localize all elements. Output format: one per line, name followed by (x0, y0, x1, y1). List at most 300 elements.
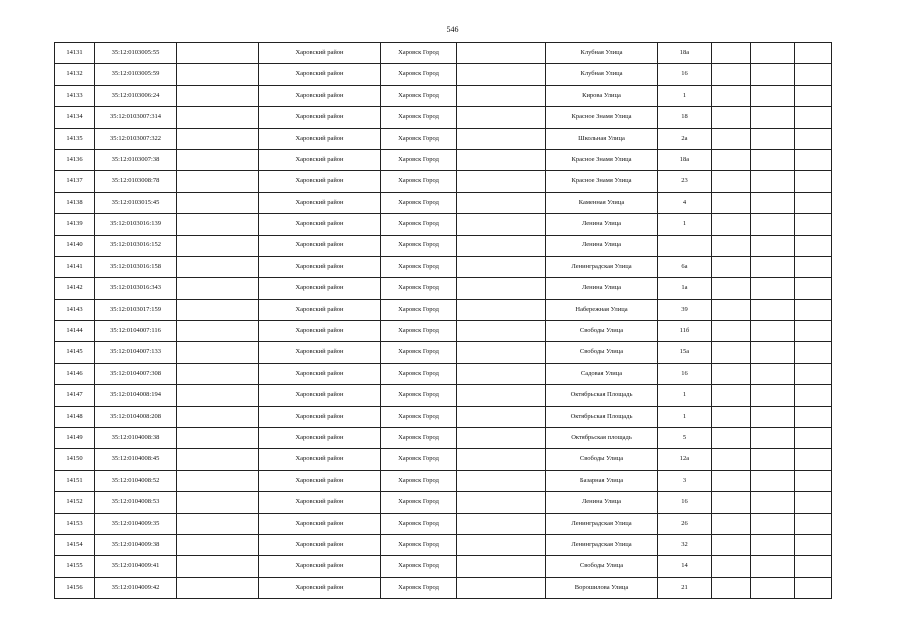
cell-empty (795, 534, 832, 555)
cell-empty (712, 85, 751, 106)
cell-empty (177, 192, 259, 213)
cell-house: 18а (658, 149, 712, 170)
cell-empty (177, 278, 259, 299)
cell-cadastral-number: 35:12:0104008:52 (95, 470, 177, 491)
cell-cadastral-number: 35:12:0103016:158 (95, 256, 177, 277)
table-row (55, 385, 832, 406)
cell-house: 18а (658, 43, 712, 64)
cell-house: 1 (658, 85, 712, 106)
table-row (55, 470, 832, 491)
cell-district: Харовский район (259, 492, 381, 513)
cell-street: Каменная Улица (546, 192, 658, 213)
cell-house: 16 (658, 363, 712, 384)
table-row (55, 235, 832, 256)
cell-empty (457, 428, 546, 449)
cell-street: Свободы Улица (546, 556, 658, 577)
cell-empty (457, 577, 546, 598)
cell-street: Базарная Улица (546, 470, 658, 491)
cell-number: 14142 (55, 278, 95, 299)
cell-street: Ленина Улица (546, 492, 658, 513)
cell-street: Школьная Улица (546, 128, 658, 149)
cell-district: Харовский район (259, 470, 381, 491)
cell-empty (712, 171, 751, 192)
cell-empty (457, 449, 546, 470)
cell-cadastral-number: 35:12:0104007:308 (95, 363, 177, 384)
cell-house: 6а (658, 256, 712, 277)
cell-street: Набережная Улица (546, 299, 658, 320)
cell-empty (177, 363, 259, 384)
cell-empty (177, 534, 259, 555)
cell-number: 14144 (55, 321, 95, 342)
cell-house: 23 (658, 171, 712, 192)
cell-empty (751, 577, 795, 598)
cell-empty (751, 385, 795, 406)
cell-house: 39 (658, 299, 712, 320)
cell-district: Харовский район (259, 107, 381, 128)
table-row (55, 428, 832, 449)
cell-empty (751, 428, 795, 449)
cell-empty (712, 256, 751, 277)
cell-district: Харовский район (259, 85, 381, 106)
cell-empty (795, 428, 832, 449)
cell-street: Ленинградская Улица (546, 513, 658, 534)
cell-house: 18 (658, 107, 712, 128)
page-number: 546 (446, 25, 459, 34)
cell-empty (712, 492, 751, 513)
cell-empty (712, 534, 751, 555)
cell-empty (712, 513, 751, 534)
cell-empty (712, 214, 751, 235)
cell-locality: Харовск Город (381, 299, 457, 320)
cell-house: 5 (658, 428, 712, 449)
cell-locality: Харовск Город (381, 192, 457, 213)
table-row (55, 556, 832, 577)
cell-district: Харовский район (259, 363, 381, 384)
cell-empty (457, 492, 546, 513)
cell-empty (457, 64, 546, 85)
cell-street: Ленина Улица (546, 235, 658, 256)
table-row (55, 149, 832, 170)
cell-empty (457, 256, 546, 277)
cell-number: 14153 (55, 513, 95, 534)
cell-district: Харовский район (259, 192, 381, 213)
cell-cadastral-number: 35:12:0103005:59 (95, 64, 177, 85)
cell-empty (795, 107, 832, 128)
cell-district: Харовский район (259, 342, 381, 363)
cell-empty (795, 235, 832, 256)
cell-house: 16 (658, 492, 712, 513)
cell-district: Харовский район (259, 556, 381, 577)
cell-house: 12а (658, 449, 712, 470)
cell-cadastral-number: 35:12:0103007:322 (95, 128, 177, 149)
cell-district: Харовский район (259, 385, 381, 406)
table-row (55, 342, 832, 363)
cell-empty (795, 192, 832, 213)
cell-empty (177, 492, 259, 513)
cell-cadastral-number: 35:12:0103006:24 (95, 85, 177, 106)
cell-locality: Харовск Город (381, 470, 457, 491)
cell-street: Свободы Улица (546, 321, 658, 342)
cell-empty (795, 214, 832, 235)
cell-empty (712, 192, 751, 213)
cell-empty (712, 128, 751, 149)
table-row (55, 278, 832, 299)
cell-number: 14138 (55, 192, 95, 213)
cell-empty (177, 128, 259, 149)
cell-locality: Харовск Город (381, 64, 457, 85)
cell-cadastral-number: 35:12:0104008:194 (95, 385, 177, 406)
cell-locality: Харовск Город (381, 85, 457, 106)
cell-empty (795, 321, 832, 342)
cell-empty (795, 43, 832, 64)
cell-empty (751, 278, 795, 299)
cell-street: Красное Знамя Улица (546, 107, 658, 128)
cell-street: Красное Знамя Улица (546, 149, 658, 170)
cell-empty (177, 428, 259, 449)
cell-empty (751, 363, 795, 384)
table-row (55, 43, 832, 64)
cell-empty (712, 278, 751, 299)
cell-number: 14134 (55, 107, 95, 128)
cell-district: Харовский район (259, 235, 381, 256)
cell-cadastral-number: 35:12:0104009:35 (95, 513, 177, 534)
cell-number: 14133 (55, 85, 95, 106)
cell-cadastral-number: 35:12:0104008:53 (95, 492, 177, 513)
cell-cadastral-number: 35:12:0103007:314 (95, 107, 177, 128)
cell-empty (751, 534, 795, 555)
cell-empty (177, 256, 259, 277)
cell-street: Ленинградская Улица (546, 256, 658, 277)
cell-house: 1а (658, 278, 712, 299)
cell-empty (751, 43, 795, 64)
cell-number: 14149 (55, 428, 95, 449)
cell-number: 14151 (55, 470, 95, 491)
cell-empty (795, 513, 832, 534)
cell-empty (712, 64, 751, 85)
cell-empty (795, 385, 832, 406)
cell-empty (795, 470, 832, 491)
cell-empty (795, 278, 832, 299)
cell-empty (712, 556, 751, 577)
cell-street: Ленина Улица (546, 214, 658, 235)
cell-number: 14140 (55, 235, 95, 256)
cell-empty (795, 171, 832, 192)
cell-street: Свободы Улица (546, 342, 658, 363)
cell-empty (795, 363, 832, 384)
cell-empty (712, 449, 751, 470)
cell-empty (177, 149, 259, 170)
cell-empty (751, 556, 795, 577)
cell-empty (457, 85, 546, 106)
cell-street: Ленина Улица (546, 278, 658, 299)
cell-empty (712, 107, 751, 128)
cell-empty (712, 470, 751, 491)
cell-empty (751, 64, 795, 85)
cell-empty (751, 235, 795, 256)
cell-district: Харовский район (259, 513, 381, 534)
cell-empty (751, 449, 795, 470)
table-row (55, 406, 832, 427)
cell-cadastral-number: 35:12:0103015:45 (95, 192, 177, 213)
cell-empty (795, 85, 832, 106)
cell-number: 14145 (55, 342, 95, 363)
cell-locality: Харовск Город (381, 342, 457, 363)
cell-cadastral-number: 35:12:0104007:133 (95, 342, 177, 363)
cell-house: 14 (658, 556, 712, 577)
cell-locality: Харовск Город (381, 43, 457, 64)
cell-empty (177, 171, 259, 192)
cell-number: 14152 (55, 492, 95, 513)
table-row (55, 107, 832, 128)
cell-street: Октябрьская Площадь (546, 385, 658, 406)
cell-empty (177, 64, 259, 85)
cell-number: 14155 (55, 556, 95, 577)
cell-empty (457, 171, 546, 192)
cell-street: Кирова Улица (546, 85, 658, 106)
cell-empty (457, 107, 546, 128)
cell-cadastral-number: 35:12:0103017:159 (95, 299, 177, 320)
cell-empty (795, 299, 832, 320)
cell-empty (751, 299, 795, 320)
cell-empty (457, 43, 546, 64)
cell-empty (795, 577, 832, 598)
cell-street: Клубная Улица (546, 64, 658, 85)
cell-empty (457, 470, 546, 491)
cell-district: Харовский район (259, 278, 381, 299)
cell-house: 21 (658, 577, 712, 598)
table-row (55, 192, 832, 213)
table-row (55, 449, 832, 470)
cell-house: 1 (658, 406, 712, 427)
table-row (55, 64, 832, 85)
cell-number: 14154 (55, 534, 95, 555)
cell-empty (712, 149, 751, 170)
cell-empty (712, 428, 751, 449)
cell-empty (712, 385, 751, 406)
cell-empty (751, 214, 795, 235)
cell-empty (795, 449, 832, 470)
cell-district: Харовский район (259, 577, 381, 598)
cell-district: Харовский район (259, 406, 381, 427)
cell-locality: Харовск Город (381, 363, 457, 384)
cell-district: Харовский район (259, 149, 381, 170)
registry-table (54, 42, 832, 599)
cell-cadastral-number: 35:12:0104008:38 (95, 428, 177, 449)
cell-number: 14156 (55, 577, 95, 598)
cell-empty (751, 256, 795, 277)
cell-cadastral-number: 35:12:0104007:116 (95, 321, 177, 342)
table-row (55, 577, 832, 598)
cell-cadastral-number: 35:12:0104008:45 (95, 449, 177, 470)
cell-empty (712, 321, 751, 342)
cell-empty (795, 128, 832, 149)
cell-cadastral-number: 35:12:0103016:152 (95, 235, 177, 256)
cell-cadastral-number: 35:12:0104009:42 (95, 577, 177, 598)
table-row (55, 513, 832, 534)
cell-house: 15а (658, 342, 712, 363)
cell-empty (795, 342, 832, 363)
table-row (55, 492, 832, 513)
cell-house: 4 (658, 192, 712, 213)
cell-house: 3 (658, 470, 712, 491)
cell-locality: Харовск Город (381, 556, 457, 577)
cell-empty (457, 406, 546, 427)
cell-house: 2а (658, 128, 712, 149)
cell-number: 14131 (55, 43, 95, 64)
cell-locality: Харовск Город (381, 513, 457, 534)
cell-empty (457, 321, 546, 342)
cell-locality: Харовск Город (381, 385, 457, 406)
cell-empty (177, 470, 259, 491)
cell-locality: Харовск Город (381, 534, 457, 555)
cell-house: 32 (658, 534, 712, 555)
cell-empty (795, 256, 832, 277)
cell-empty (712, 43, 751, 64)
cell-empty (751, 406, 795, 427)
table-row (55, 85, 832, 106)
cell-number: 14137 (55, 171, 95, 192)
cell-empty (457, 128, 546, 149)
cell-house: 16 (658, 64, 712, 85)
cell-cadastral-number: 35:12:0103016:343 (95, 278, 177, 299)
cell-street: Садовая Улица (546, 363, 658, 384)
cell-empty (712, 406, 751, 427)
cell-empty (177, 513, 259, 534)
cell-house: 11б (658, 321, 712, 342)
cell-empty (751, 85, 795, 106)
cell-number: 14150 (55, 449, 95, 470)
cell-locality: Харовск Город (381, 256, 457, 277)
cell-empty (177, 342, 259, 363)
cell-street: Октябрьская Площадь (546, 406, 658, 427)
cell-empty (457, 235, 546, 256)
cell-house: 1 (658, 214, 712, 235)
cell-empty (457, 385, 546, 406)
cell-house (658, 235, 712, 256)
cell-cadastral-number: 35:12:0103005:55 (95, 43, 177, 64)
cell-empty (712, 299, 751, 320)
cell-district: Харовский район (259, 256, 381, 277)
cell-cadastral-number: 35:12:0104008:208 (95, 406, 177, 427)
cell-cadastral-number: 35:12:0103007:38 (95, 149, 177, 170)
cell-locality: Харовск Город (381, 492, 457, 513)
cell-empty (712, 577, 751, 598)
cell-empty (751, 171, 795, 192)
cell-empty (751, 470, 795, 491)
table-row (55, 321, 832, 342)
cell-empty (177, 449, 259, 470)
cell-empty (177, 85, 259, 106)
cell-district: Харовский район (259, 428, 381, 449)
cell-empty (712, 363, 751, 384)
cell-empty (177, 235, 259, 256)
cell-district: Харовский район (259, 43, 381, 64)
cell-empty (177, 385, 259, 406)
cell-district: Харовский район (259, 534, 381, 555)
cell-locality: Харовск Город (381, 149, 457, 170)
cell-locality: Харовск Город (381, 449, 457, 470)
cell-empty (177, 107, 259, 128)
cell-house: 1 (658, 385, 712, 406)
table-row (55, 256, 832, 277)
cell-number: 14143 (55, 299, 95, 320)
cell-empty (457, 534, 546, 555)
cell-empty (712, 235, 751, 256)
cell-empty (795, 556, 832, 577)
cell-district: Харовский район (259, 321, 381, 342)
cell-empty (457, 278, 546, 299)
cell-empty (712, 342, 751, 363)
cell-empty (177, 43, 259, 64)
cell-empty (177, 577, 259, 598)
cell-district: Харовский район (259, 299, 381, 320)
cell-empty (751, 128, 795, 149)
cell-number: 14148 (55, 406, 95, 427)
cell-empty (457, 556, 546, 577)
cell-district: Харовский район (259, 214, 381, 235)
cell-number: 14141 (55, 256, 95, 277)
cell-empty (177, 321, 259, 342)
cell-street: Клубная Улица (546, 43, 658, 64)
table-row (55, 214, 832, 235)
cell-locality: Харовск Город (381, 428, 457, 449)
cell-number: 14139 (55, 214, 95, 235)
cell-street: Свободы Улица (546, 449, 658, 470)
cell-number: 14146 (55, 363, 95, 384)
cell-locality: Харовск Город (381, 235, 457, 256)
cell-locality: Харовск Город (381, 406, 457, 427)
cell-empty (457, 192, 546, 213)
cell-empty (751, 149, 795, 170)
cell-empty (457, 149, 546, 170)
cell-empty (751, 321, 795, 342)
cell-cadastral-number: 35:12:0104009:41 (95, 556, 177, 577)
cell-district: Харовский район (259, 64, 381, 85)
table-row (55, 171, 832, 192)
cell-locality: Харовск Город (381, 278, 457, 299)
cell-locality: Харовск Город (381, 171, 457, 192)
cell-street: Красное Знамя Улица (546, 171, 658, 192)
cell-empty (751, 107, 795, 128)
cell-district: Харовский район (259, 128, 381, 149)
cell-number: 14136 (55, 149, 95, 170)
cell-cadastral-number: 35:12:0103016:139 (95, 214, 177, 235)
cell-empty (457, 513, 546, 534)
cell-empty (751, 513, 795, 534)
cell-locality: Харовск Город (381, 214, 457, 235)
cell-district: Харовский район (259, 449, 381, 470)
cell-empty (751, 192, 795, 213)
cell-empty (177, 214, 259, 235)
cell-number: 14135 (55, 128, 95, 149)
cell-street: Ворошилова Улица (546, 577, 658, 598)
cell-empty (795, 492, 832, 513)
cell-street: Октябрьская площадь (546, 428, 658, 449)
table-row (55, 299, 832, 320)
table-row (55, 128, 832, 149)
cell-number: 14132 (55, 64, 95, 85)
table-row (55, 363, 832, 384)
cell-empty (795, 64, 832, 85)
cell-empty (457, 342, 546, 363)
table-row (55, 534, 832, 555)
cell-street: Ленинградская Улица (546, 534, 658, 555)
cell-locality: Харовск Город (381, 107, 457, 128)
cell-empty (795, 406, 832, 427)
cell-locality: Харовск Город (381, 128, 457, 149)
cell-cadastral-number: 35:12:0103008:78 (95, 171, 177, 192)
cell-district: Харовский район (259, 171, 381, 192)
